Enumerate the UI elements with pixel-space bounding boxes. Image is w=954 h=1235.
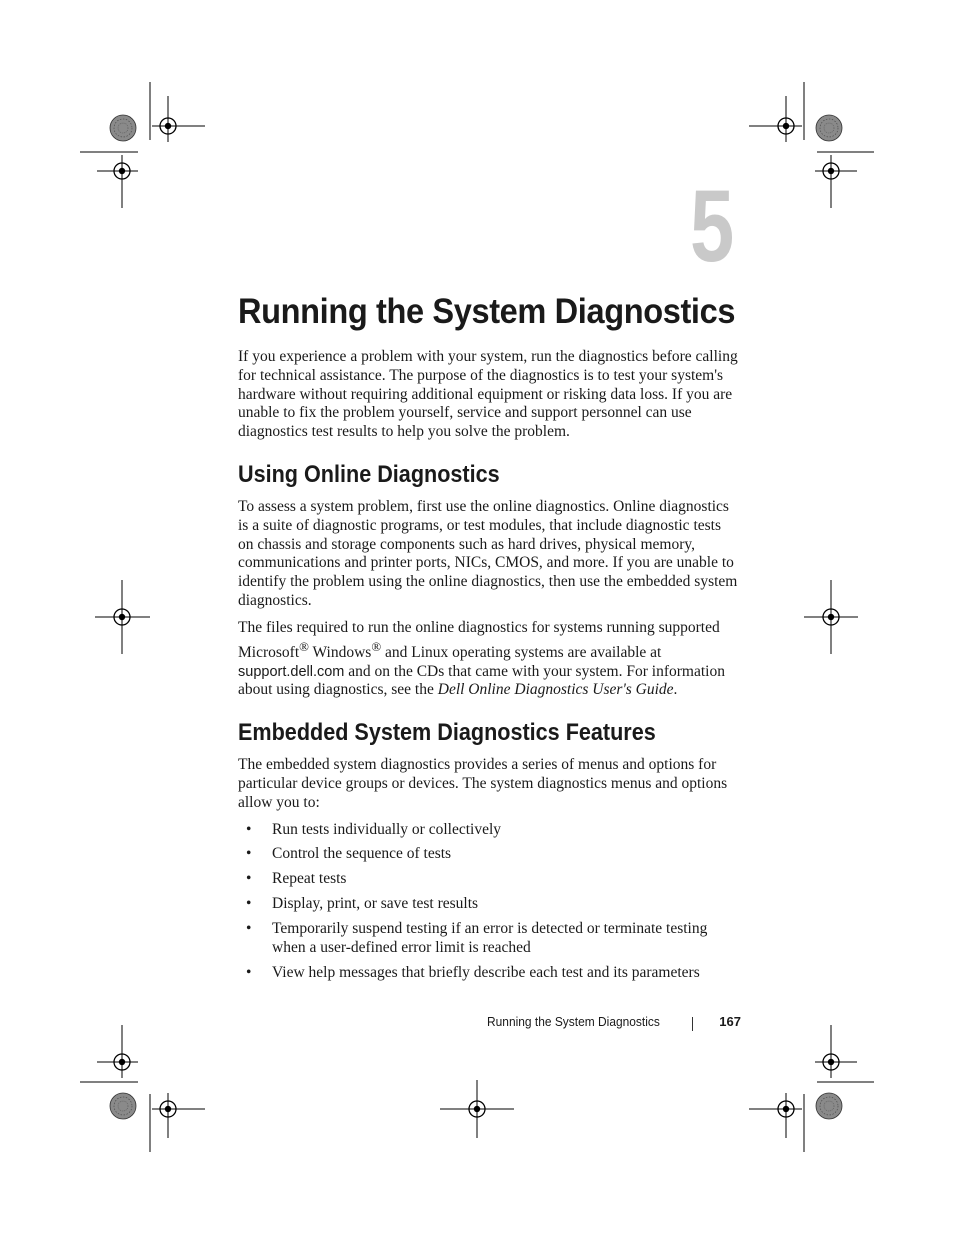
list-item-text: Run tests individually or collectively — [272, 820, 502, 838]
section-heading-embedded: Embedded System Diagnostics Features — [238, 719, 656, 747]
list-item — [238, 920, 738, 958]
text: and Linux operating systems are available at — [381, 643, 662, 661]
embedded-paragraph: The embedded system diagnostics provides a series of menus and options for particular device groups or devices. The system diagnostics menus and options allow you to: — [238, 756, 728, 811]
text: and on the CDs that came with your system. For information about using diagnostics, see the — [238, 662, 725, 699]
page-content — [238, 290, 738, 989]
list-item — [238, 845, 738, 864]
page-title: Running the System Diagnostics — [238, 292, 736, 331]
page-number: 167 — [719, 1014, 741, 1029]
list-item — [238, 870, 738, 889]
guide-title: Dell Online Diagnostics User's Guide — [437, 681, 674, 699]
list-item-text: Display, print, or save test results — [272, 895, 479, 913]
intro-paragraph: If you experience a problem with your system, run the diagnostics before calling for technical assistance. The purpose of the diagnostics is to test your system's hardware without requiring additional equipment or risking data loss. If you are unable to fix the problem yourself, service and support personnel can use diagnostics test results to help you solve the problem. — [238, 348, 738, 441]
online-paragraph-1: To assess a system problem, first use the online diagnostics. Online diagnostics is a suite of diagnostic programs, or test modules, that include diagnostic tests on chassis and storage components such as hard drives, physical memory, communications and printer ports, NICs, CMOS, and more. If you are unable to identify the problem using the online diagnostics, then use the embedded system diagnostics. — [238, 497, 738, 609]
registered-mark: ® — [299, 638, 309, 654]
color-target-icon — [110, 1093, 136, 1119]
color-target-icon — [110, 115, 136, 141]
color-target-icon — [816, 1093, 842, 1119]
online-paragraph-2 — [238, 619, 738, 700]
bullet: • — [246, 870, 252, 888]
list-item — [238, 821, 738, 840]
footer-divider — [692, 1017, 693, 1031]
support-url: support.dell.com — [238, 663, 345, 680]
registered-mark: ® — [371, 638, 382, 654]
feature-list — [238, 821, 738, 984]
text: . — [673, 681, 678, 699]
text: The files required to run the online diagnostics for systems running supported Microsoft — [238, 618, 720, 661]
list-item — [238, 895, 738, 914]
chapter-number: 5 — [690, 169, 735, 283]
bullet: • — [246, 845, 252, 863]
color-target-icon — [816, 115, 842, 141]
list-item — [238, 964, 738, 983]
list-item-text: View help messages that briefly describe each test and its parameters — [272, 964, 700, 982]
bullet: • — [246, 895, 252, 913]
section-heading-online: Using Online Diagnostics — [238, 460, 500, 488]
footer-title: Running the System Diagnostics — [487, 1014, 660, 1029]
list-item-text: Temporarily suspend testing if an error is detected or terminate testing when a user-defined error limit is reached — [272, 920, 708, 957]
bullet: • — [246, 964, 252, 982]
list-item-text: Repeat tests — [272, 870, 347, 888]
bullet: • — [246, 920, 252, 938]
list-item-text: Control the sequence of tests — [272, 845, 452, 863]
text: Windows — [308, 643, 372, 661]
bullet: • — [246, 820, 252, 838]
